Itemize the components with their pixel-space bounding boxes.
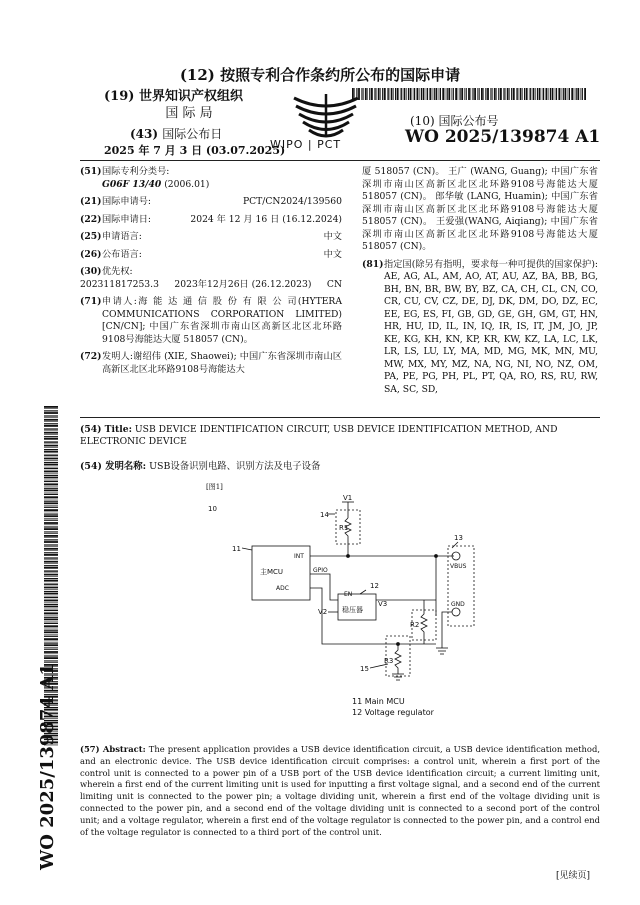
title-divider bbox=[80, 417, 600, 418]
label-r2: R2 bbox=[410, 621, 420, 629]
publang-row: (26) 公布语言: 中文 bbox=[80, 248, 342, 260]
circuit-figure bbox=[190, 488, 490, 718]
abstract: (57) Abstract: The present application provides a USB device identification circuit, a USB device identification method, and an electronic device. The USB device identification circuit comprises: a control unit, wherein a first port of the control unit is connected to a power pin of a USB port of the USB device identification circuit; a current limiting unit, wherein a first end of the current limiting unit is used for inputting a first voltage signal, and a second end of the current limiting unit is connected to the power pin; a voltage dividing unit, wherein a first end of the voltage dividing unit is connected to the power pin, and a second end of the voltage dividing unit is connected to a second port of the control unit; and a voltage regulator, wherein a first end of the voltage regulator is connected to the power pin, and a control end of the voltage regulator is connected to a third port of the control unit. bbox=[80, 744, 600, 837]
priority-row: (30) 优先权: 202311817253.3 2023年12月26日 (26.12.2023) CN bbox=[80, 266, 342, 290]
label-14: 14 bbox=[320, 511, 329, 519]
label-v2: V2 bbox=[318, 608, 328, 616]
biblio-right-column bbox=[362, 166, 598, 401]
label-gnd: GND bbox=[451, 601, 465, 608]
pubdate: 2025 年 7 月 3 日 (03.07.2025) bbox=[104, 144, 286, 157]
label-adc: ADC bbox=[276, 585, 289, 592]
pubdate-label: (43) 国际公布日 bbox=[130, 127, 223, 141]
label-int: INT bbox=[294, 553, 304, 560]
title-chinese: (54) 发明名称: USB设备识别电路、识别方法及电子设备 bbox=[80, 461, 321, 472]
label-v1: V1 bbox=[343, 494, 353, 502]
appno-row: (21) 国际申请号: PCT/CN2024/139560 bbox=[80, 196, 342, 207]
lang-row: (25) 申请语言: 中文 bbox=[80, 231, 342, 242]
label-11: 11 bbox=[232, 545, 241, 553]
ipc-row: (51) 国际专利分类号: G06F 13/40 (2006.01) bbox=[80, 166, 210, 190]
figure-legend: 11 Main MCU 12 Voltage regulator bbox=[352, 697, 434, 717]
filedate-row: (22) 国际申请日: 2024 年 12 月 16 日 (16.12.2024) bbox=[80, 213, 342, 225]
label-regulator: 稳压器 bbox=[342, 606, 363, 614]
side-publication-number: WO 2025/139874 A1 bbox=[37, 663, 58, 870]
organization-block: (19) 世界知识产权组织 国 际 局 bbox=[104, 89, 243, 121]
pubno-label: (10) 国际公布号 bbox=[410, 114, 499, 128]
applicant-row: (71) 申请人:海 能 达 通 信 股 份 有 限 公 司(HYTERA COMMUNICATIONS CORPORATION LIMITED) [CN/CN]; 中国广东省深圳市南山区高新区北区北环路9108号海能达大厦 518057 (CN)。 bbox=[80, 296, 342, 345]
label-13: 13 bbox=[454, 534, 463, 542]
label-r3: R3 bbox=[384, 657, 394, 665]
label-15: 15 bbox=[360, 665, 369, 673]
designated-states-row: (81) 指定国(除另有指明，要求每一种可提供的国家保护): AE, AG, AL, AM, AO, AT, AU, AZ, BA, BB, BG, BH, BN, BR, BW, BY, BZ, CA, CH, CL, CN, CO, CR, CU, CV, CZ, DE, DJ, DK, DM, DO, DZ, EC, EE, EG, ES, FI, GB, GD, GE, GH, GM, GT, HN, HR, HU, ID, IL, IN, IQ, IR, IS, IT, JM, JO, JP, KE, KG, KH, KN, KP, KR, KW, KZ, LA, LC, LK, LR, LS, LU, LY, MA, MD, MG, MK, MN, MU, MW, MX, MY, MZ, NA, NG, NI, NO, NZ, OM, PA, PE, PG, PH, PL, PT, QA, RO, RS, RU, RW, SA, SC, SD, bbox=[362, 258, 598, 395]
label-r1: R1 bbox=[339, 524, 349, 532]
label-mcu: 主MCU bbox=[260, 568, 284, 576]
label-12: 12 bbox=[370, 582, 379, 590]
biblio-left-column bbox=[80, 166, 342, 381]
figure-reference: [图1] bbox=[206, 483, 223, 491]
label-gpio: GPIO bbox=[313, 567, 328, 574]
barcode-icon bbox=[352, 88, 586, 100]
label-vbus: VBUS bbox=[450, 563, 467, 570]
label-en: EN bbox=[344, 591, 353, 598]
document-type-title: (12) 按照专利合作条约所公布的国际申请 bbox=[179, 66, 461, 84]
title-english: (54) Title: USB DEVICE IDENTIFICATION CIRCUIT, USB DEVICE IDENTIFICATION METHOD, AND ELECTRONIC DEVICE bbox=[80, 424, 558, 447]
label-10: 10 bbox=[208, 505, 217, 513]
header-divider bbox=[80, 160, 600, 161]
wipo-pct-label: WIPO | PCT bbox=[270, 138, 342, 151]
inventor-row: (72) 发明人:谢绍伟 (XIE, Shaowei); 中国广东省深圳市南山区高新区北区北环路9108号海能达大 bbox=[80, 351, 342, 375]
label-v3: V3 bbox=[378, 600, 388, 608]
publication-number: WO 2025/139874 A1 bbox=[405, 127, 601, 147]
inventor-continued: 厦 518057 (CN)。 王广 (WANG, Guang); 中国广东省深圳市南山区高新区北区北环路9108号海能达大厦 518057 (CN)。 郎华敏 (LANG, Huamin); 中国广东省深圳市南山区高新区北区北环路9108号海能达大厦 518057 (CN)。 王爱强(WANG, Aiqiang); 中国广东省深圳市南山区高新区北区北环路9108号海能达大厦 518057 (CN)。 bbox=[362, 166, 598, 252]
continued-notice: [见续页] bbox=[556, 871, 591, 881]
